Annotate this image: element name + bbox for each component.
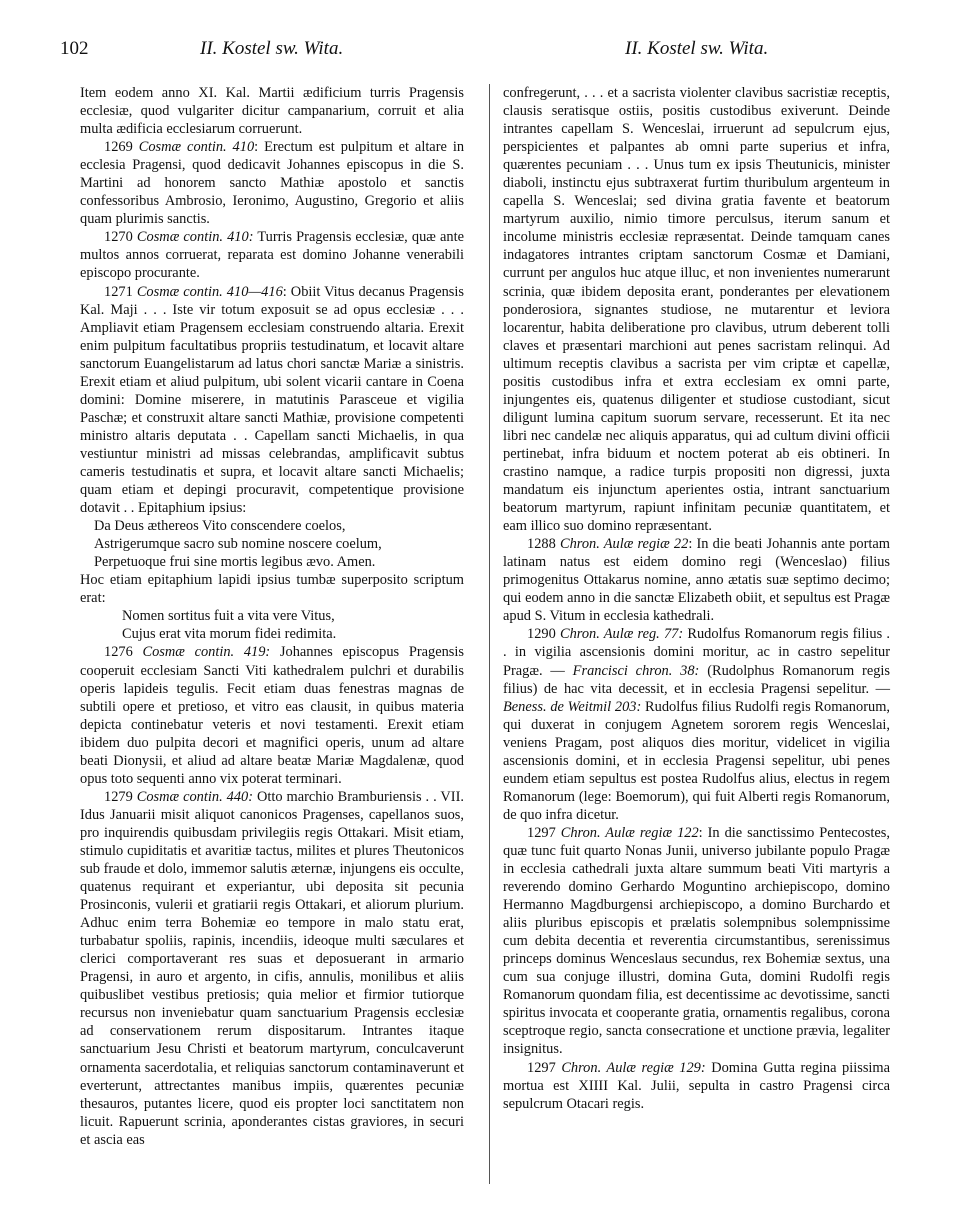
entry-1297-gutta [503, 1059, 890, 1113]
entry-year: 1288 [527, 536, 556, 553]
entry-text: : In die sanctissimo Pentecostes, quæ tunc fuit quarto Nonas Junii, universo jubilante populo Pragæ in ecclesia cathedrali juxta altare summum beati Viti martyris a reverendo domino Gerhardo Moguntino archiepiscopo, domino Hermanno Magdburgensi archiepiscopo, a domino Burchardo et aliis pluribus episcopis et prælatis solempnibus solempnissime cum debita decentia et reverentia circumstantibus, serenissimus princeps dominus Wenceslaus secundus, rex Bohemiæ sextus, una cum sua conjuge illustri, domina Guta, domini Rudolfi regis Romanorum quondam filia, est decentissime ac devotissime, sancti spiritus invocata et cooperante gratia, ornamentis regalibus, corona sceptroque regio, sancta consecratione et unctione prævia, legaliter insignitus. [503, 824, 890, 1058]
entry-text: Turris Pragensis ecclesiæ, quæ ante multos annos corruerat, reparata est domino Johanne venerabili episcopo procurante. [80, 229, 464, 282]
entry-year: 1290 [527, 626, 556, 643]
entry-year: 1297 [527, 824, 556, 841]
column-divider [489, 84, 490, 1184]
running-title-left: II. Kostel sw. Wita. [200, 38, 344, 59]
verse-line: Nomen sortitus fuit a vita vere Vitus, [122, 608, 335, 625]
entry-1271 [80, 283, 464, 518]
entry-year: 1271 [104, 283, 133, 300]
entry-year: 1269 [104, 139, 133, 156]
paragraph: Item eodem anno XI. Kal. Martii ædificium turris Pragensis ecclesiæ, quod vulgariter dicitur campanarium, corruit et alia multa ædificia ecclesiarum corruerunt. [80, 85, 464, 138]
entry-source: Cosmæ contin. 410: [136, 229, 254, 246]
entry-source: Cosmæ contin. 410—416 [136, 283, 283, 300]
entry-text: (Rudolphus Romanorum regis filius) de hac vita decessit, et in ecclesia Pragensi sepelitur. — [503, 662, 890, 697]
entry-year: 1279 [104, 788, 133, 805]
entry-source: Cosmæ contin. 419: [142, 644, 271, 661]
entry-text: Otto marchio Bramburiensis . . VII. Idus Januarii misit aliquot canonicos Pragenses, capellanos suos, pro inquirendis quibusdam privilegiis regis Ottakari. Misit etiam, stimulo cupiditatis et avaritiæ tactus, milites et plures Theutonicos sub fraude et dolo, immemor salutis æternæ, injungens eis occulte, quatenus requirant et experiantur, ubi deposita sit pecunia Prosinconis, vulerii et gratiarii regis Ottakari, et aliorum plurium. Adhuc enim terra Bohemiæ eo tempore in malo statu erat, turbabatur spoliis, rapinis, incendiis, ideoque multi sæculares et clerici comportaverant res suas et deposuerant in armario Pragensi, in auro et argento, in cifis, annulis, monilibus et aliis quibuslibet vestibus pretiosis; quia melior et firmior tutiorque recursus non inveniebatur quam sanctuarium Pragensis ecclesiæ ad conservationem rerum dispositarum. Intrantes itaque sanctuarium Jesu Christi et beatorum martyrum, conculcaverunt ornamenta sacerdotalia, et reliquias sanctorum contaminaverunt et everterunt, attrectantes manibus impiis, quærentes pecuniæ thesauros, putantes licere, quod eis propter loci sanctitatem non licuit. Rapuerunt scrinia, aponderantes cistas graviores, in securi et ascia eas [80, 788, 464, 1148]
paragraph-continued: confregerunt, . . . et a sacrista violenter clavibus sacristiæ receptis, clausis seratisque ostiis, positis custodibus exiverunt. Deinde intrantes capellam S. Wenceslai, irruerunt ad sepulcrum ejus, perspicientes et palpantes ab omni parte superius et infra, quærentes pecuniam . . . Unus tum ex ipsis Theutunicis, minister diaboli, instinctu ejus subtraxerat furtim thuribulum argenteum in capella S. Wenceslai; sed divina gratia favente et beatorum martyrum auxilio, nimio timore perculsus, iterum sanum et incolume ministris ecclesiæ repræsentat. Deinde tamquam canes indagatores intrantes criptam sanctorum Cosmæ et Damiani, currunt per angulos huc atque illuc, et non invenientes numerarunt scrinia, quæ ibidem deposita erant, ponderantes per elevationem ponderosiora, signantes studiose, ne mutarentur et leviora locarentur, habita deliberatione pro clavibus, utrum deberent tolli claves et præsentari marchioni aut penes sacristam relinqui. Ad ultimum receptis clavibus a sacrista per vim criptæ et capellæ, positis custodibus infra et extra ecclesiam ex omni parte, injungentes eis, quatenus diligenter et studiose custodiant, sicut diligunt lumina capitum suorum servare, recesserunt. Et ita nec libri nec candelæ nec aliquis apparatus, qui ad cultum divini officii pertinebat, infra biduum et noctem poterat ab eis obtineri. In crastino namque, a radice turpis propositi non digressi, juxta mandatum eis injunctum aperientes ostia, intrant sanctuarium beatorum martyrum, rapiunt infinitam pecuniæ quantitatem, et eam illico suo domino repræsentant. [503, 85, 890, 535]
entry-year: 1270 [104, 229, 133, 246]
entry-text: Rudolfus Romanorum regis filius . . in vigilia ascensionis domini moritur, ac in castro sepelitur Pragæ. — [503, 626, 890, 679]
entry-1279 [80, 788, 464, 1149]
entry-text: Johannes episcopus Pragensis cooperuit ecclesiam Sancti Viti kathedralem pulchri et durabilis operis lapideis tegulis. Fecit etiam duas fenestras magnas de subtili opere et pretioso, et vitro eas clausit, in quibus materia depicta continebatur veteris et novi testamenti. Erexit etiam ibidem duo pulpita decori et magnifici operis, unum ad altare beati Dionysii, et aliud ad altare beatæ Mariæ Magdalenæ, quod opus toto sequenti anno vix poterat terminari. [80, 644, 464, 787]
entry-1276 [80, 643, 464, 787]
entry-source: Chron. Aulæ regiæ 122 [560, 824, 699, 841]
entry-year: 1276 [104, 644, 133, 661]
entry-source: Chron. Aulæ reg. 77: [559, 626, 684, 643]
entry-text: : Obiit Vitus decanus Pragensis Kal. Maji . . . Iste vir totum exposuit se ad opus ecclesiæ . . . Ampliavit etiam Pragensem ecclesiam construendo altaria. Erexit enim pulpitum facultatibus propriis testudinatum, et locavit altare sanctorum Euangelistarum ad latus chori sanctæ Mariæ a sinistris. Erexit etiam et aliud pulpitum, ubi solent vicarii cantare in Coena domini: Domine miserere, in matutinis Parasceue et vigilia Paschæ; et construxit altare sancti Mathiæ, provisione competenti ministro altaris deputata . . Capellam sancti Michaelis, in qua vestiuntur ministri ad missas celebrandas, amplificavit subtus cameris testudinatis et supra, et locavit altare sancti Michaelis; quam etiam et depingi procuravit, competentique provisione dotavit . . Epitaphium ipsius: [80, 283, 464, 517]
verse-line: Da Deus æthereos Vito conscendere coelos, [94, 518, 346, 535]
entry-1270 [80, 228, 464, 282]
entry-1290 [503, 625, 890, 824]
entry-source: Cosmæ contin. 440: [136, 788, 254, 805]
entry-source: Francisci chron. 38: [572, 662, 700, 679]
verse-line: Perpetuoque frui sine mortis legibus ævo. Amen. [94, 554, 376, 571]
entry-source: Beness. de Weitmil 203: [503, 698, 642, 715]
entry-text: Rudolfus filius Rudolfi regis Romanorum, qui duxerat in conjugem Agnetem sororem regis Wenceslai, veniens Pragam, post aliquos dies moritur, videlicet in vigilia ascensionis domini, et in ecclesia Pragensi sepelitur, ubi penes eundem etiam sepultus est postea Rudolfus alius, electus in regem Romanorum (lege: Boemorum), qui fuit Alberti regis Romanorum, de quo infra dicetur. [503, 698, 890, 823]
entry-source: Cosmæ contin. 410 [138, 139, 255, 156]
entry-text: : In die beati Johannis ante portam latinam natus est eidem domino regi (Wenceslao) filius primogenitus Ottakarus nomine, anno ætatis suæ septimo decimo; qui eodem anno in die sanctæ Elizabeth obiit, et sepultus est Pragæ apud S. Vitum in ecclesia kathedrali. [503, 536, 890, 625]
running-title-right: II. Kostel sw. Wita. [625, 38, 769, 59]
entry-1288 [503, 535, 890, 625]
entry-1269 [80, 138, 464, 228]
entry-year: 1297 [527, 1059, 556, 1076]
entry-source: Chron. Aulæ regiæ 22 [559, 536, 689, 553]
entry-text: : Erectum est pulpitum et altare in ecclesia Pragensi, quod dedicavit Johannes episcopus in die S. Martini ad honorem sancto Mathiæ apostolo et sanctis confessoribus Ambrosio, Ieronimo, Augustino, Gregorio et aliis quam plurimis sanctis. [80, 139, 465, 228]
entry-text: Domina Gutta regina piissima mortua est XIIII Kal. Julii, sepulta in castro Pragensi circa sepulcrum Otacari regis. [503, 1059, 891, 1112]
right-column [503, 84, 890, 1113]
paragraph: Hoc etiam epitaphium lapidi ipsius tumbæ superposito scriptum erat: [80, 572, 464, 607]
left-column [80, 84, 464, 1149]
verse-line: Cujus erat vita morum fidei redimita. [122, 626, 337, 643]
verse-line: Astrigerumque sacro sub nomine noscere coelum, [94, 536, 382, 553]
page-number: 102 [60, 38, 89, 59]
entry-1297-coronation [503, 824, 890, 1059]
entry-source: Chron. Aulæ regiæ 129: [561, 1059, 706, 1076]
